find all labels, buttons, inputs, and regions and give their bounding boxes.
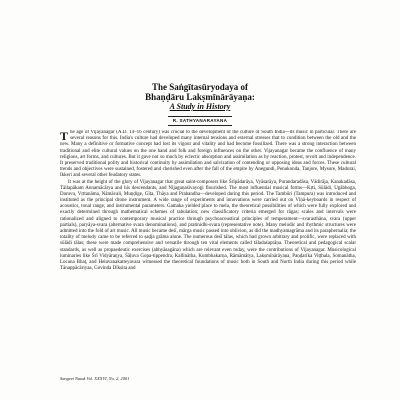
- journal-footer: [60, 376, 129, 381]
- journal-name: Sangeet Natak: [60, 376, 86, 381]
- article-subtitle: A Study in History: [169, 102, 231, 111]
- article-title-line-2: Bhaṇḍāru Lakṣmīnārāyaṇa:: [145, 92, 255, 102]
- article-title-line-1: The Saṅgītasūryodaya of: [151, 82, 249, 92]
- author-rule-top: [168, 116, 232, 117]
- drop-cap: T: [60, 130, 69, 143]
- paragraph-1: [60, 130, 356, 180]
- paragraph-1-text: he age of Vijayanagar (A.D. 14–16 century) was crucial to the development of the culture of South India—its music in particular. There are several reasons for this. India's culture had developed many internal tensions and external stresses that to condition between the old and the new. Many a definitive or formative concept had lost its vigour and vitality and had become fossilized. There was a strong interaction between traditional and elite cultural values on the one hand and folk and foreign influences on the other. Vijayanagar became the confluence of many religions, art forms, and cultures. But it gave not so much by eclectic absorption and assimilation as by reaction, protest, revolt and independence. It preserved traditional polity and historical continuity by assimilation and salvization of contending or opposing ideas and forces. These cultural trends and objectives were sustained, fostered and cherished even after the fall of the empire by Anegundi, Penukonda, Tanjore, Mysore, Madurai, Ikkeri and several other feudatory states.: [60, 130, 356, 179]
- journal-volume: Vol. XXXVI, No. 2, 2001: [86, 376, 130, 381]
- article-author: R. SATHYANARAYANA: [172, 118, 228, 123]
- paragraph-2: It was at the height of the glory of Vijayanagar that great saint-composers like Śrīpādarāya, Vyāsarāya, Purandaradāsa, Vādirāja, Kanakadāsa, Tāllapākam Annamācārya and his descendants, and Nijaguṇaśivayogi flourished. The most influential musical forms—Kṛti, Sūlādi, Ugābhoga, Daruvu, Vṛttanāma, Nāmāvali, Muṇḍige, Gīta, Thāya and Prabandha—developed during this period. The Tambūri (Tampura) was introduced and instituted as the principal drone instrument. A wide range of experiments and innovations were carried out on Vīṇā-keyboards in respect of acoustics, tonal range, and instrumental parameters. Gamaka yielded place to mela, the theoretical possibilities of which were fully explored and exactly determined through mathematical schemes of tabulation; new classificatory criteria emerged for rāgas; scales and intervals were rationalized and aligned to contemporary musical practice through psychoacoustical principles of temperament—svarasthāna, svara (upper partials), paryāya-svara (alternative svara denominations), and pratinidhi-svara (representative note). Many melodic and rhythmic structures were admitted into the fold of art music. All music became deśī, mārga music passed into oblivion, as did the madhyamagrāma and its paraphernalia; the totality of melody came to be referred to ṣaḍja grāma alone. The numerous deśī tālas, which had grown arbitrary and prolific, were replaced with sūlādi tālas; these were made comprehensive and versatile through ten vital elements called tāladaśaprāṇa. Theoretical and pedagogical scalar standards, as well as propaedeutic exercises (abhyāsagāna) which are relevant even today, were the contributions of Vijayanagar. Musicological luminaries like Śrī Vidyāraṇya, Śāļuva Gopa-tippendra, Kallinātha, Kumbhakarṇa, Rāmāmātya, Lakṣmīnārāyaṇa, Paṇḍarīka Viṭṭhala, Somanātha, Locana Bhaṭ, and Helavanakatteyavara witnessed the theoretical foundations of music both in South and North India during this period while Tānappācāriyaa, Govinda Dīkṣita and: [60, 179, 356, 272]
- author-rule-bottom: [168, 125, 232, 126]
- article-body: [60, 130, 356, 370]
